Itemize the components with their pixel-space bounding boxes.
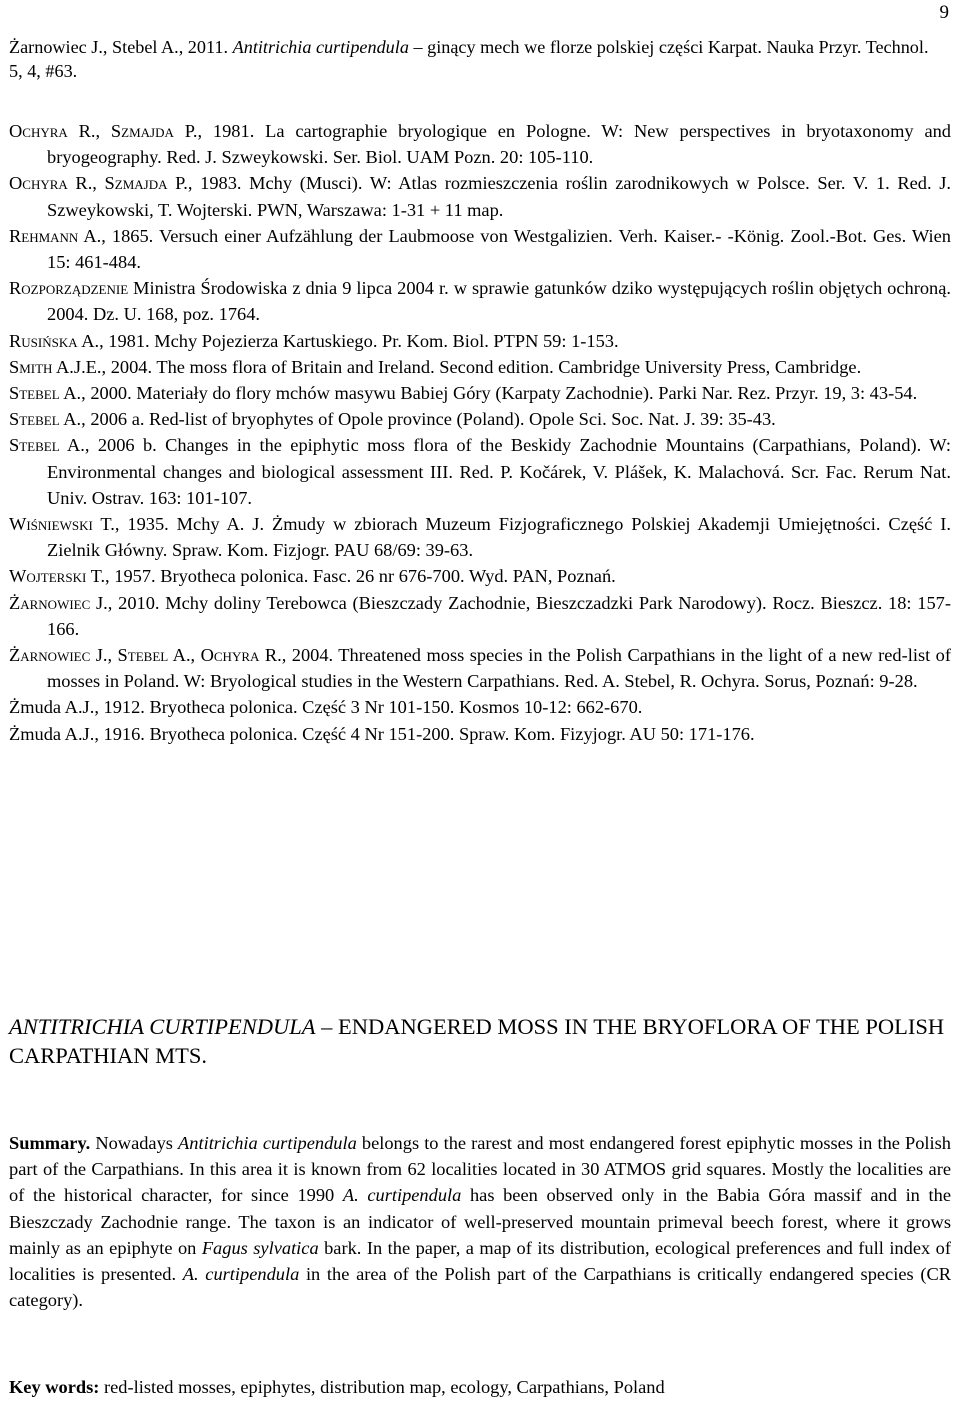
reference-item [9, 170, 951, 222]
reference-author: Wiśniewski T. [9, 514, 115, 535]
page-number: 9 [939, 2, 949, 23]
references-list [9, 118, 951, 747]
english-title [9, 1012, 951, 1070]
reference-item [9, 354, 951, 380]
english-title-rest: – ENDANGERED MOSS IN THE BRYOFLORA OF THE POLISH CARPATHIAN MTS. [9, 1014, 945, 1068]
reference-author: Stebel A. [9, 409, 82, 430]
summary-label: Summary. [9, 1133, 91, 1153]
reference-item [9, 406, 951, 432]
reference-author: Żmuda A.J. [9, 697, 95, 718]
summary-text: in the area of the Polish part of the Carpathians is critically endangered species (CR category). [9, 1264, 951, 1311]
summary-text: belongs to the rarest and most endangered forest epiphytic mosses in the Polish part of the Carpathians. In this area it is known from 62 localities located in 30 ATMOS grid squares. Mostly the localities are of the historical character, for since 1990 [9, 1133, 952, 1206]
header-title-italic: Antitrichia curtipendula [232, 37, 409, 57]
reference-text: , 1981. Mchy Pojezierza Kartuskiego. Pr. Kom. Biol. PTPN 59: 1-153. [99, 330, 619, 351]
reference-author: Stebel A. [9, 435, 85, 456]
reference-author: Żmuda A.J. [9, 723, 95, 744]
species-name: Fagus sylvatica [201, 1237, 319, 1258]
reference-text: , 2006 a. Red-list of bryophytes of Opole province (Poland). Opole Sci. Soc. Nat. J. 39: 35-43. [81, 409, 776, 430]
reference-text: , 2004. Threatened moss species in the Polish Carpathians in the light of a new red-list of mosses in Poland. W: Bryological studies in the Western Carpathians. Red. A. Stebel, R. Ochyra. Sorus, Poznań: 9-28. [47, 645, 951, 692]
species-name: A. curtipendula [182, 1264, 300, 1285]
reference-item [9, 328, 951, 354]
reference-text: , 2004. The moss flora of Britain and Ireland. Second edition. Cambridge University Press, Cambridge. [101, 356, 862, 377]
reference-text: , 1865. Versuch einer Aufzählung der Laubmoose von Westgalizien. Verh. Kaiser.- -König. Zool.-Bot. Ges. Wien 15: 461-484. [47, 225, 951, 273]
summary-paragraph [9, 1130, 951, 1313]
reference-item [9, 642, 951, 694]
reference-text: , 2006 b. Changes in the epiphytic moss flora of the Beskidy Zachodnie Mountains (Carpathians, Poland). W: Environmental changes and biological assessment III. Red. P. Kočárek, V. Plášek, K. Malachová. Scr. Fac. Rerum Nat. Univ. Ostrav. 163: 101-107. [47, 435, 952, 508]
reference-item [9, 563, 951, 589]
running-header [9, 36, 939, 83]
summary-text: Nowadays [90, 1133, 179, 1153]
reference-text: Ministra Środowiska z dnia 9 lipca 2004 r. w sprawie gatunków dziko występujących roślin objętych ochroną. 2004. Dz. U. 168, poz. 1764. [47, 278, 951, 325]
summary-text: has been observed only in the Babia Góra massif and in the Bieszczady Zachodnie range. The taxon is an indicator of well-preserved mountain primeval beech forest, where it grows mainly as an epiphyte on [9, 1185, 951, 1258]
reference-text: , 1981. La cartographie bryologique en Pologne. W: New perspectives in bryotaxonomy and bryogeography. Red. J. Szweykowski. Ser. Biol. UAM Pozn. 20: 105-110. [47, 121, 952, 168]
reference-author: Rehmann A. [9, 225, 102, 246]
reference-text: , 2010. Mchy doliny Terebowca (Bieszczady Zachodnie, Bieszczadzki Park Narodowy). Rocz. Bieszcz. 18: 157-166. [47, 592, 952, 639]
species-name: Antitrichia curtipendula [178, 1133, 357, 1153]
keywords-line [9, 1374, 951, 1400]
reference-item [9, 432, 951, 511]
header-authors: Żarnowiec J., Stebel A., 2011. [9, 37, 229, 57]
summary-text: bark. In the paper, a map of its distribution, ecological preferences and full index of localities is presented. [9, 1237, 951, 1285]
keywords-text: red-listed mosses, epiphytes, distribution map, ecology, Carpathians, Poland [99, 1377, 665, 1397]
reference-author: Ochyra R., Szmajda P. [9, 121, 198, 141]
reference-text: , 1916. Bryotheca polonica. Część 4 Nr 151-200. Spraw. Kom. Fizyjogr. AU 50: 171-176. [94, 723, 755, 744]
reference-text: , 1957. Bryotheca polonica. Fasc. 26 nr 676-700. Wyd. PAN, Poznań. [105, 566, 616, 587]
reference-item [9, 511, 951, 563]
species-name: A. curtipendula [342, 1185, 462, 1206]
reference-author: Stebel A. [9, 383, 82, 404]
reference-item [9, 118, 951, 170]
reference-author: Rozporządzenie [9, 278, 129, 299]
reference-author: Rusińska A. [9, 330, 100, 351]
english-title-italic: ANTITRICHIA CURTIPENDULA [9, 1014, 316, 1039]
reference-item [9, 721, 951, 747]
reference-author: Wojterski T. [9, 566, 106, 587]
reference-text: , 1983. Mchy (Musci). W: Atlas rozmieszczenia roślin zarodnikowych w Polsce. Ser. V. 1. Red. J. Szweykowski, T. Wojterski. PWN, Warszawa: 1-31 + 11 map. [47, 173, 951, 220]
reference-item [9, 694, 951, 720]
reference-author: Smith A.J.E. [9, 356, 102, 377]
reference-item [9, 380, 951, 406]
reference-text: , 1935. Mchy A. J. Żmudy w zbiorach Muzeum Fizjograficznego Polskiej Akademji Umiejętności. Część I. Zielnik Główny. Spraw. Kom. Fizjogr. PAU 68/69: 39-63. [47, 514, 951, 561]
reference-item [9, 223, 951, 275]
reference-item [9, 275, 951, 327]
reference-item [9, 590, 951, 642]
reference-text: , 1912. Bryotheca polonica. Część 3 Nr 101-150. Kosmos 10-12: 662-670. [94, 697, 643, 718]
reference-author: Żarnowiec J. [9, 592, 108, 613]
keywords-label: Key words: [9, 1377, 100, 1397]
reference-text: , 2000. Materiały do flory mchów masywu Babiej Góry (Karpaty Zachodnie). Parki Nar. Rez. Przyr. 19, 3: 43-54. [81, 383, 918, 404]
reference-author: Ochyra R., Szmajda P. [9, 173, 188, 194]
header-title-rest: – ginący mech we florze polskiej części Karpat. Nauka Przyr. Technol. 5, 4, #63. [9, 37, 929, 81]
reference-author: Żarnowiec J., Stebel A., Ochyra R. [9, 645, 282, 666]
